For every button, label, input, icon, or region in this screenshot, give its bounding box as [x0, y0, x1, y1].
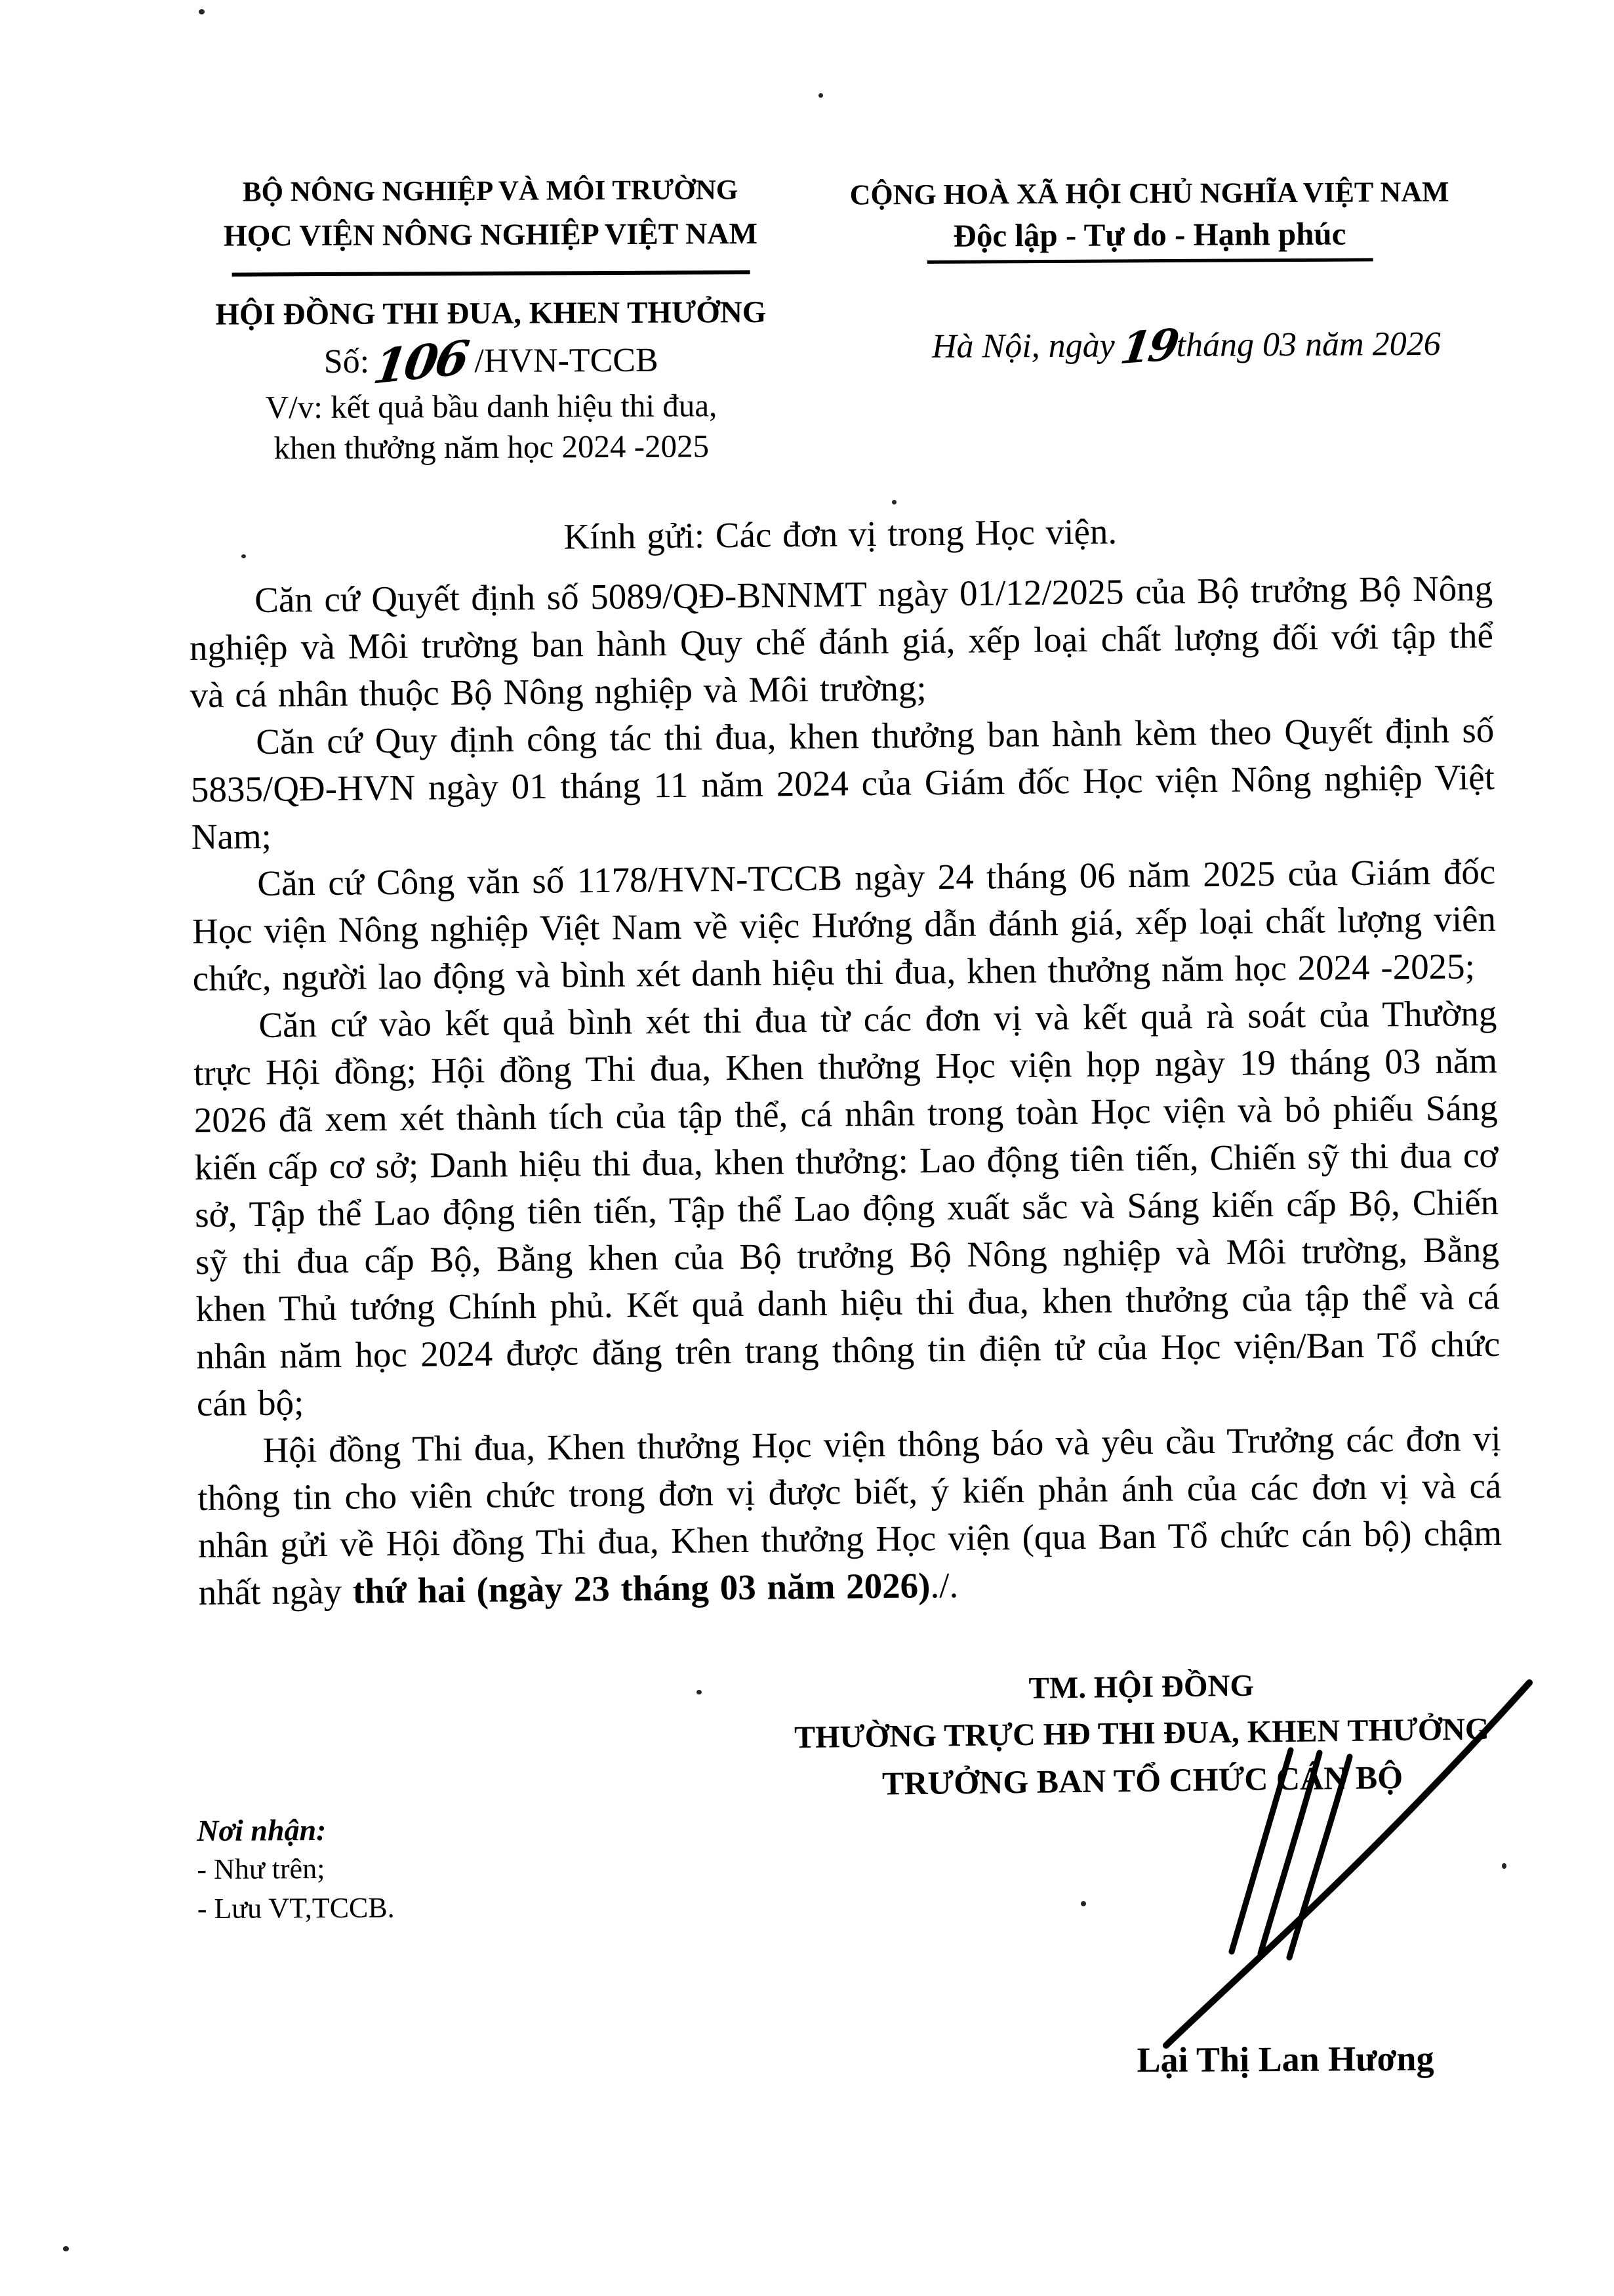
issuer-council: HỘI ĐỒNG THI ĐUA, KHEN THƯỞNG — [215, 295, 767, 332]
paragraph-results: Căn cứ vào kết quả bình xét thi đua từ các đơn vị và kết quả rà soát của Thường trực Hội đồng; Hội đồng Thi đua, Khen thưởng Học viện họp ngày 19 tháng 03 năm 2026 đã xem xét thành tích của tập thể, cá nhân trong toàn Học viện và bỏ phiếu Sáng kiến cấp cơ sở; Danh hiệu thi đua, khen thưởng: Lao động tiên tiến, Chiến sỹ thi đua cơ sở, Tập thể Lao động tiên tiến, Tập thể Lao động xuất sắc và Sáng kiến cấp Bộ, Chiến sỹ thi đua cấp Bộ, Bằng khen của Bộ trưởng Bộ Nông nghiệp và Môi trường, Bằng khen Thủ tướng Chính phủ. Kết quả danh hiệu thi đua, khen thưởng của tập thể và cá nhân năm học 2024 được đăng trên trang thông tin điện tử của Học viện/Ban Tổ chức cán bộ; — [193, 993, 1501, 1424]
place-date-line — [870, 319, 1503, 375]
document-number-suffix: /HVN-TCCB — [474, 341, 658, 380]
scan-speck — [818, 93, 823, 98]
signature-on-behalf: TM. HỘI ĐỒNG — [1028, 1668, 1255, 1706]
date-day-handwritten: 19 — [1117, 319, 1180, 375]
motto-underline — [927, 258, 1373, 264]
national-header-block — [797, 174, 1503, 375]
recipients-block — [197, 1809, 656, 1929]
scan-speck — [241, 554, 246, 558]
closing-lead-text: Hội đồng Thi đua, Khen thưởng Học viện thông báo và yêu cầu Trưởng các đơn vị thông tin cho viên chức trong đơn vị được biết, ý kiến phản ánh của các đơn vị và cá nhân gửi về Hội đồng Thi đua, Khen thưởng Học viện (qua Ban Tổ chức cán bộ) chậm nhất ngày — [197, 1418, 1503, 1612]
subject-line-1: V/v: kết quả bầu danh hiệu thi đua, — [265, 387, 717, 426]
document-number-handwritten: 106 — [369, 329, 470, 395]
issuer-header-block — [167, 173, 815, 468]
scan-speck — [1081, 1901, 1086, 1906]
scan-speck — [696, 1690, 702, 1694]
issuer-parent-org: BỘ NÔNG NGHIỆP VÀ MÔI TRƯỜNG — [242, 174, 738, 208]
closing-tail-text: ./. — [930, 1565, 959, 1606]
document-number-label: Số: — [323, 342, 370, 380]
scan-speck — [1502, 1863, 1506, 1869]
issuer-org: HỌC VIỆN NÔNG NGHIỆP VIỆT NAM — [223, 216, 758, 253]
paragraph-legal-basis-1: Căn cứ Quyết định số 5089/QĐ-BNNMT ngày 01/12/2025 của Bộ trưởng Bộ Nông nghiệp và Môi trường ban hành Quy chế đánh giá, xếp loại chất lượng đối với tập thể và cá nhân thuộc Bộ Nông nghiệp và Môi trường; — [189, 567, 1494, 715]
closing-deadline-bold: thứ hai (ngày 23 tháng 03 năm 2026) — [352, 1565, 931, 1611]
signature-title: TRƯỞNG BAN TỔ CHỨC CÁN BỘ — [881, 1758, 1403, 1802]
recipient-item: - Lưu VT,TCCB. — [197, 1891, 395, 1925]
handwritten-signature-scribble — [1089, 1666, 1587, 2053]
place-date-suffix: tháng 03 năm 2026 — [1176, 325, 1441, 364]
recipients-label: Nơi nhận: — [197, 1813, 327, 1847]
letter-body — [188, 504, 1503, 1616]
place-date-prefix: Hà Nội, ngày — [931, 327, 1115, 365]
paragraph-legal-basis-2: Căn cứ Quy định công tác thi đua, khen thưởng ban hành kèm theo Quyết định số 5835/QĐ-HVN ngày 01 tháng 11 năm 2024 của Giám đốc Học viện Nông nghiệp Việt Nam; — [190, 709, 1495, 857]
issuer-divider-line — [232, 270, 750, 276]
subject-line-2: khen thưởng năm học 2024 -2025 — [273, 428, 710, 466]
national-motto-line-2: Độc lập - Tự do - Hạnh phúc — [953, 215, 1346, 254]
salutation-line: Kính gửi: Các đơn vị trong Học viện. — [563, 511, 1118, 557]
scan-speck — [892, 500, 897, 504]
national-motto-line-1: CỘNG HOÀ XÃ HỘI CHỦ NGHĨA VIỆT NAM — [849, 175, 1449, 211]
paragraph-closing — [197, 1415, 1503, 1616]
paragraph-legal-basis-3: Căn cứ Công văn số 1178/HVN-TCCB ngày 24 tháng 06 năm 2025 của Giám đốc Học viện Nông nghiệp Việt Nam về việc Hướng dẫn đánh giá, xếp loại chất lượng viên chức, người lao động và bình xét danh hiệu thi đua, khen thưởng năm học 2024 -2025; — [192, 851, 1497, 998]
recipient-item: - Như trên; — [197, 1852, 325, 1885]
document-number-line — [168, 329, 814, 395]
scan-speck — [199, 9, 205, 14]
signer-name: Lại Thị Lan Hương — [1137, 2038, 1434, 2080]
scan-speck — [63, 2246, 69, 2251]
signature-standing-committee: THƯỜNG TRỰC HĐ THI ĐUA, KHEN THƯỞNG — [794, 1712, 1490, 1755]
